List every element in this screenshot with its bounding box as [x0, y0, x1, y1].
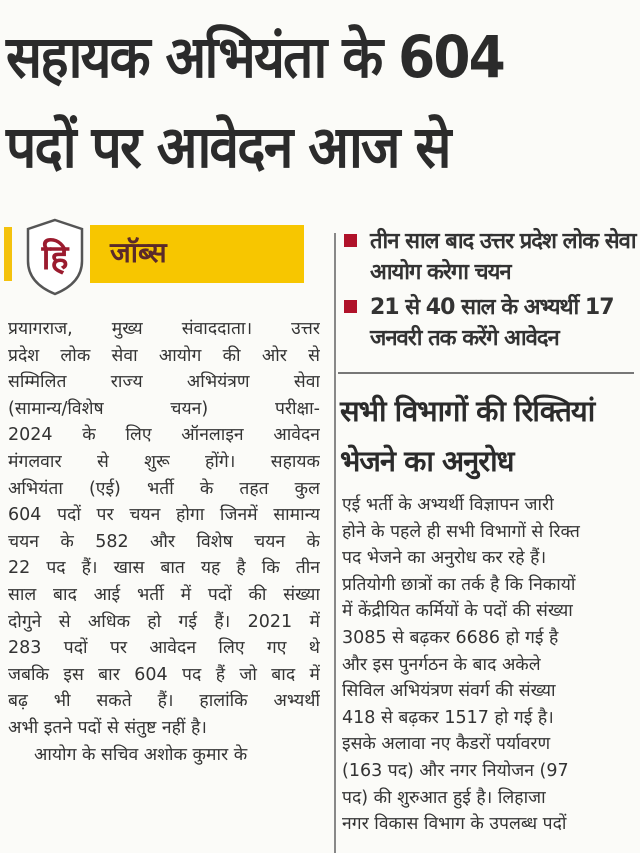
- subheading-line-2: भेजने का अनुरोध: [340, 444, 514, 478]
- subheading: [340, 386, 640, 486]
- text-line: 604 पदों पर चयन होगा जिनमें सामान्य: [8, 505, 320, 526]
- text-line: साल बाद आई भर्ती में पदों की संख्या: [8, 584, 320, 605]
- left-article-column: [8, 316, 320, 768]
- text-line: और इस पुनर्गठन के बाद अकेले: [342, 654, 541, 675]
- highlight-text: तीन साल बाद उत्तर प्रदेश लोक सेवा आयोग करेगा चयन: [370, 229, 636, 285]
- text-line: अभी इतने पदों से संतुष्ट नहीं है।: [8, 717, 207, 738]
- subheading-line-1: सभी विभागों की रिक्तियां: [340, 394, 595, 428]
- text-line: 283 पदों पर आवेदन लिए गए थे: [8, 638, 320, 659]
- text-line: पद) की शुरुआत हुई है। लिहाजा: [342, 787, 546, 808]
- badge-yellow-band: [90, 225, 304, 283]
- text-line: प्रदेश लोक सेवा आयोग की ओर से: [8, 345, 320, 366]
- text-line: में केंद्रीयित कर्मियों के पदों की संख्या: [342, 601, 573, 622]
- text-line: 2024 के लिए ऑनलाइन आवेदन: [8, 425, 320, 446]
- bullet-square-icon: [344, 300, 357, 313]
- text-line: जबकि इस बार 604 पद हैं जो बाद में: [8, 664, 320, 685]
- text-line: अभियंता (एई) भर्ती के तहत कुल: [8, 478, 320, 499]
- text-line: (163 पद) और नगर नियोजन (97: [342, 760, 569, 781]
- highlight-item: [342, 226, 638, 288]
- text-line: दोगुने से अधिक हो गई हैं। 2021 में: [8, 611, 320, 632]
- highlight-text: 21 से 40 साल के अभ्यर्थी 17 जनवरी तक करेंगे आवेदन: [370, 295, 614, 351]
- highlights-list: [342, 226, 638, 358]
- text-line: 22 पद हैं। खास बात यह है कि तीन: [8, 558, 320, 579]
- text-line: नगर विकास विभाग के उपलब्ध पदों: [342, 814, 567, 835]
- section-label: जॉब्स: [110, 236, 167, 269]
- bullet-square-icon: [344, 234, 357, 247]
- section-divider: [338, 372, 634, 374]
- badge-accent: [4, 227, 12, 281]
- text-line: आयोग के सचिव अशोक कुमार के: [34, 744, 248, 765]
- text-line: इसके अलावा नए कैडरों पर्यावरण: [342, 734, 551, 755]
- column-divider: [334, 233, 336, 853]
- svg-text:हि: हि: [41, 238, 69, 278]
- text-line: चयन के 582 और विशेष चयन के: [8, 531, 320, 552]
- hindustan-logo-icon: [24, 217, 86, 297]
- text-line: सम्मिलित राज्य अभियंत्रण सेवा: [8, 372, 320, 393]
- text-line: सिविल अभियंत्रण संवर्ग की संख्या: [342, 681, 556, 702]
- right-article-column: [342, 492, 634, 838]
- text-line: एई भर्ती के अभ्यर्थी विज्ञापन जारी: [342, 495, 554, 515]
- text-line: होने के पहले ही सभी विभागों से रिक्त: [342, 521, 580, 542]
- highlight-item: [342, 292, 638, 354]
- text-line: पद भेजने का अनुरोध कर रहे हैं।: [342, 548, 547, 569]
- headline-line-2: पदों पर आवेदन आज से: [6, 113, 450, 181]
- section-badge: [4, 225, 304, 283]
- text-line: (सामान्य/विशेष चयन) परीक्षा-: [8, 398, 320, 419]
- text-line: प्रयागराज, मुख्य संवाददाता। उत्तर: [8, 319, 320, 339]
- text-line: 3085 से बढ़कर 6686 हो गई है: [342, 627, 559, 648]
- text-line: बढ़ भी सकते हैं। हालांकि अभ्यर्थी: [8, 691, 320, 712]
- text-line: 418 से बढ़कर 1517 हो गई है।: [342, 707, 554, 728]
- headline-line-1: सहायक अभियंता के 604: [6, 23, 504, 91]
- text-line: मंगलवार से शुरू होंगे। सहायक: [8, 451, 320, 472]
- text-line: प्रतियोगी छात्रों का तर्क है कि निकायों: [342, 574, 576, 595]
